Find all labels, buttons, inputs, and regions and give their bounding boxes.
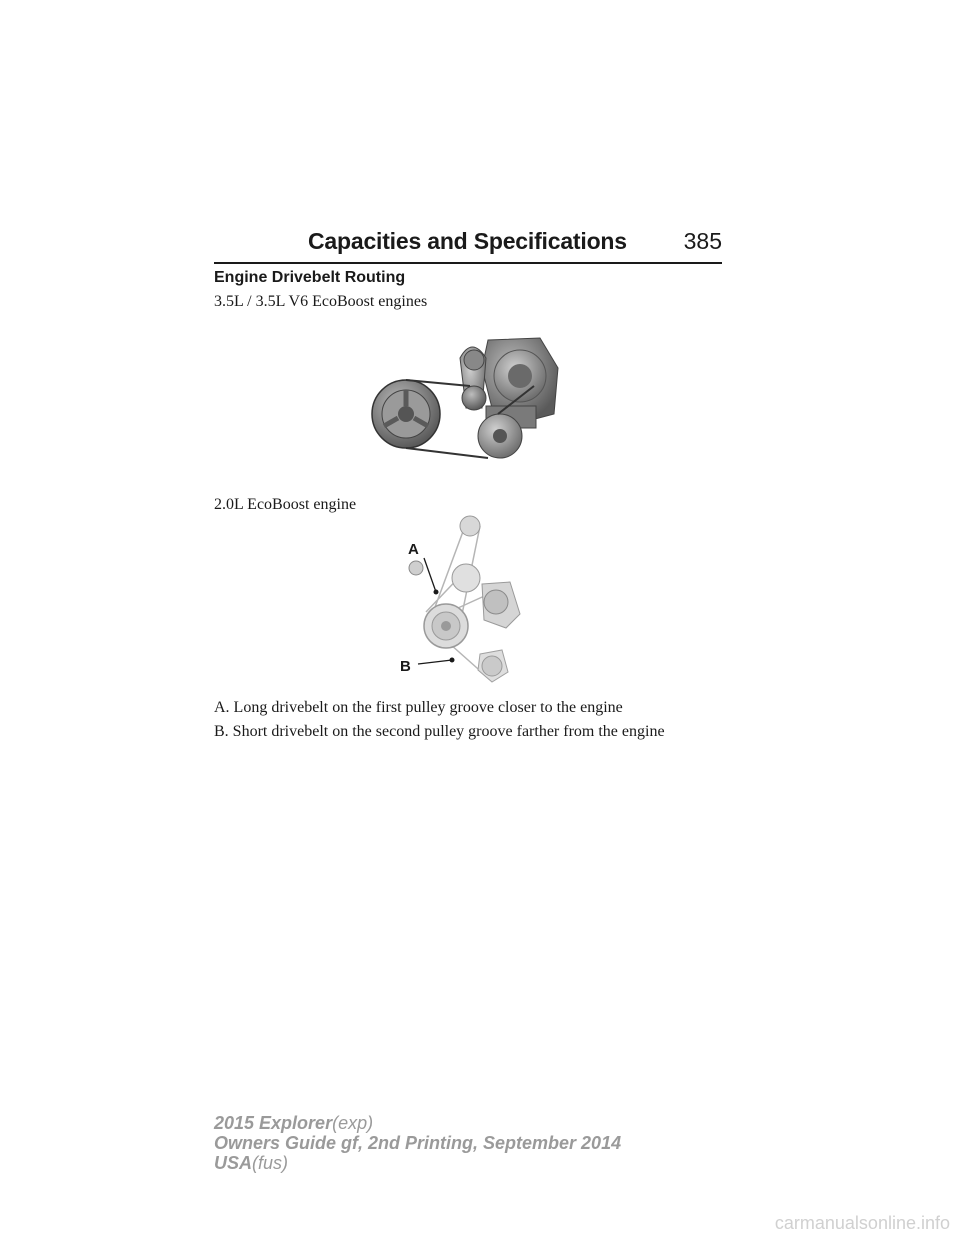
legend-item-a: A. Long drivebelt on the first pulley groove closer to the engine [214, 699, 623, 716]
watermark: carmanualsonline.info [774, 1213, 950, 1233]
footer-guide: Owners Guide gf, 2nd Printing, September 2014 [214, 1133, 622, 1153]
idler-pulley-shape [409, 561, 423, 575]
alternator-shape [482, 582, 520, 628]
top-pulley-shape [460, 516, 480, 536]
lower-pulley-shape [478, 406, 536, 458]
callout-a-leader [424, 558, 436, 592]
chapter-title: Capacities and Specifications [308, 228, 627, 254]
section-heading: Engine Drivebelt Routing [214, 269, 406, 286]
callout-a-label: A [408, 541, 419, 558]
figure2-caption: 2.0L EcoBoost engine [214, 496, 357, 513]
page-header [214, 226, 722, 264]
footer-region: USA [214, 1153, 253, 1173]
crankshaft-pulley-shape [424, 604, 468, 648]
callout-b-leader [418, 660, 452, 664]
lower-pulley-shape [478, 650, 508, 682]
callout-b-dot [450, 658, 455, 663]
footer-region-code: (fus) [252, 1153, 289, 1173]
ecoboost-2l-drivebelt-illustration [398, 514, 528, 686]
callout-a-dot [434, 590, 439, 595]
callout-b-label: B [400, 658, 411, 675]
figure1-caption: 3.5L / 3.5L V6 EcoBoost engines [214, 293, 428, 310]
legend-item-b: B. Short drivebelt on the second pulley groove farther from the engine [214, 723, 665, 740]
footer-model-code: (exp) [332, 1113, 374, 1133]
page-number: 385 [683, 228, 722, 254]
v6-drivebelt-illustration [370, 328, 570, 470]
crankshaft-pulley-shape [372, 380, 440, 448]
page-footer [214, 1113, 621, 1173]
center-pulley-shape [452, 564, 480, 592]
tensioner-shape [460, 347, 486, 410]
footer-model: 2015 Explorer [214, 1113, 333, 1133]
